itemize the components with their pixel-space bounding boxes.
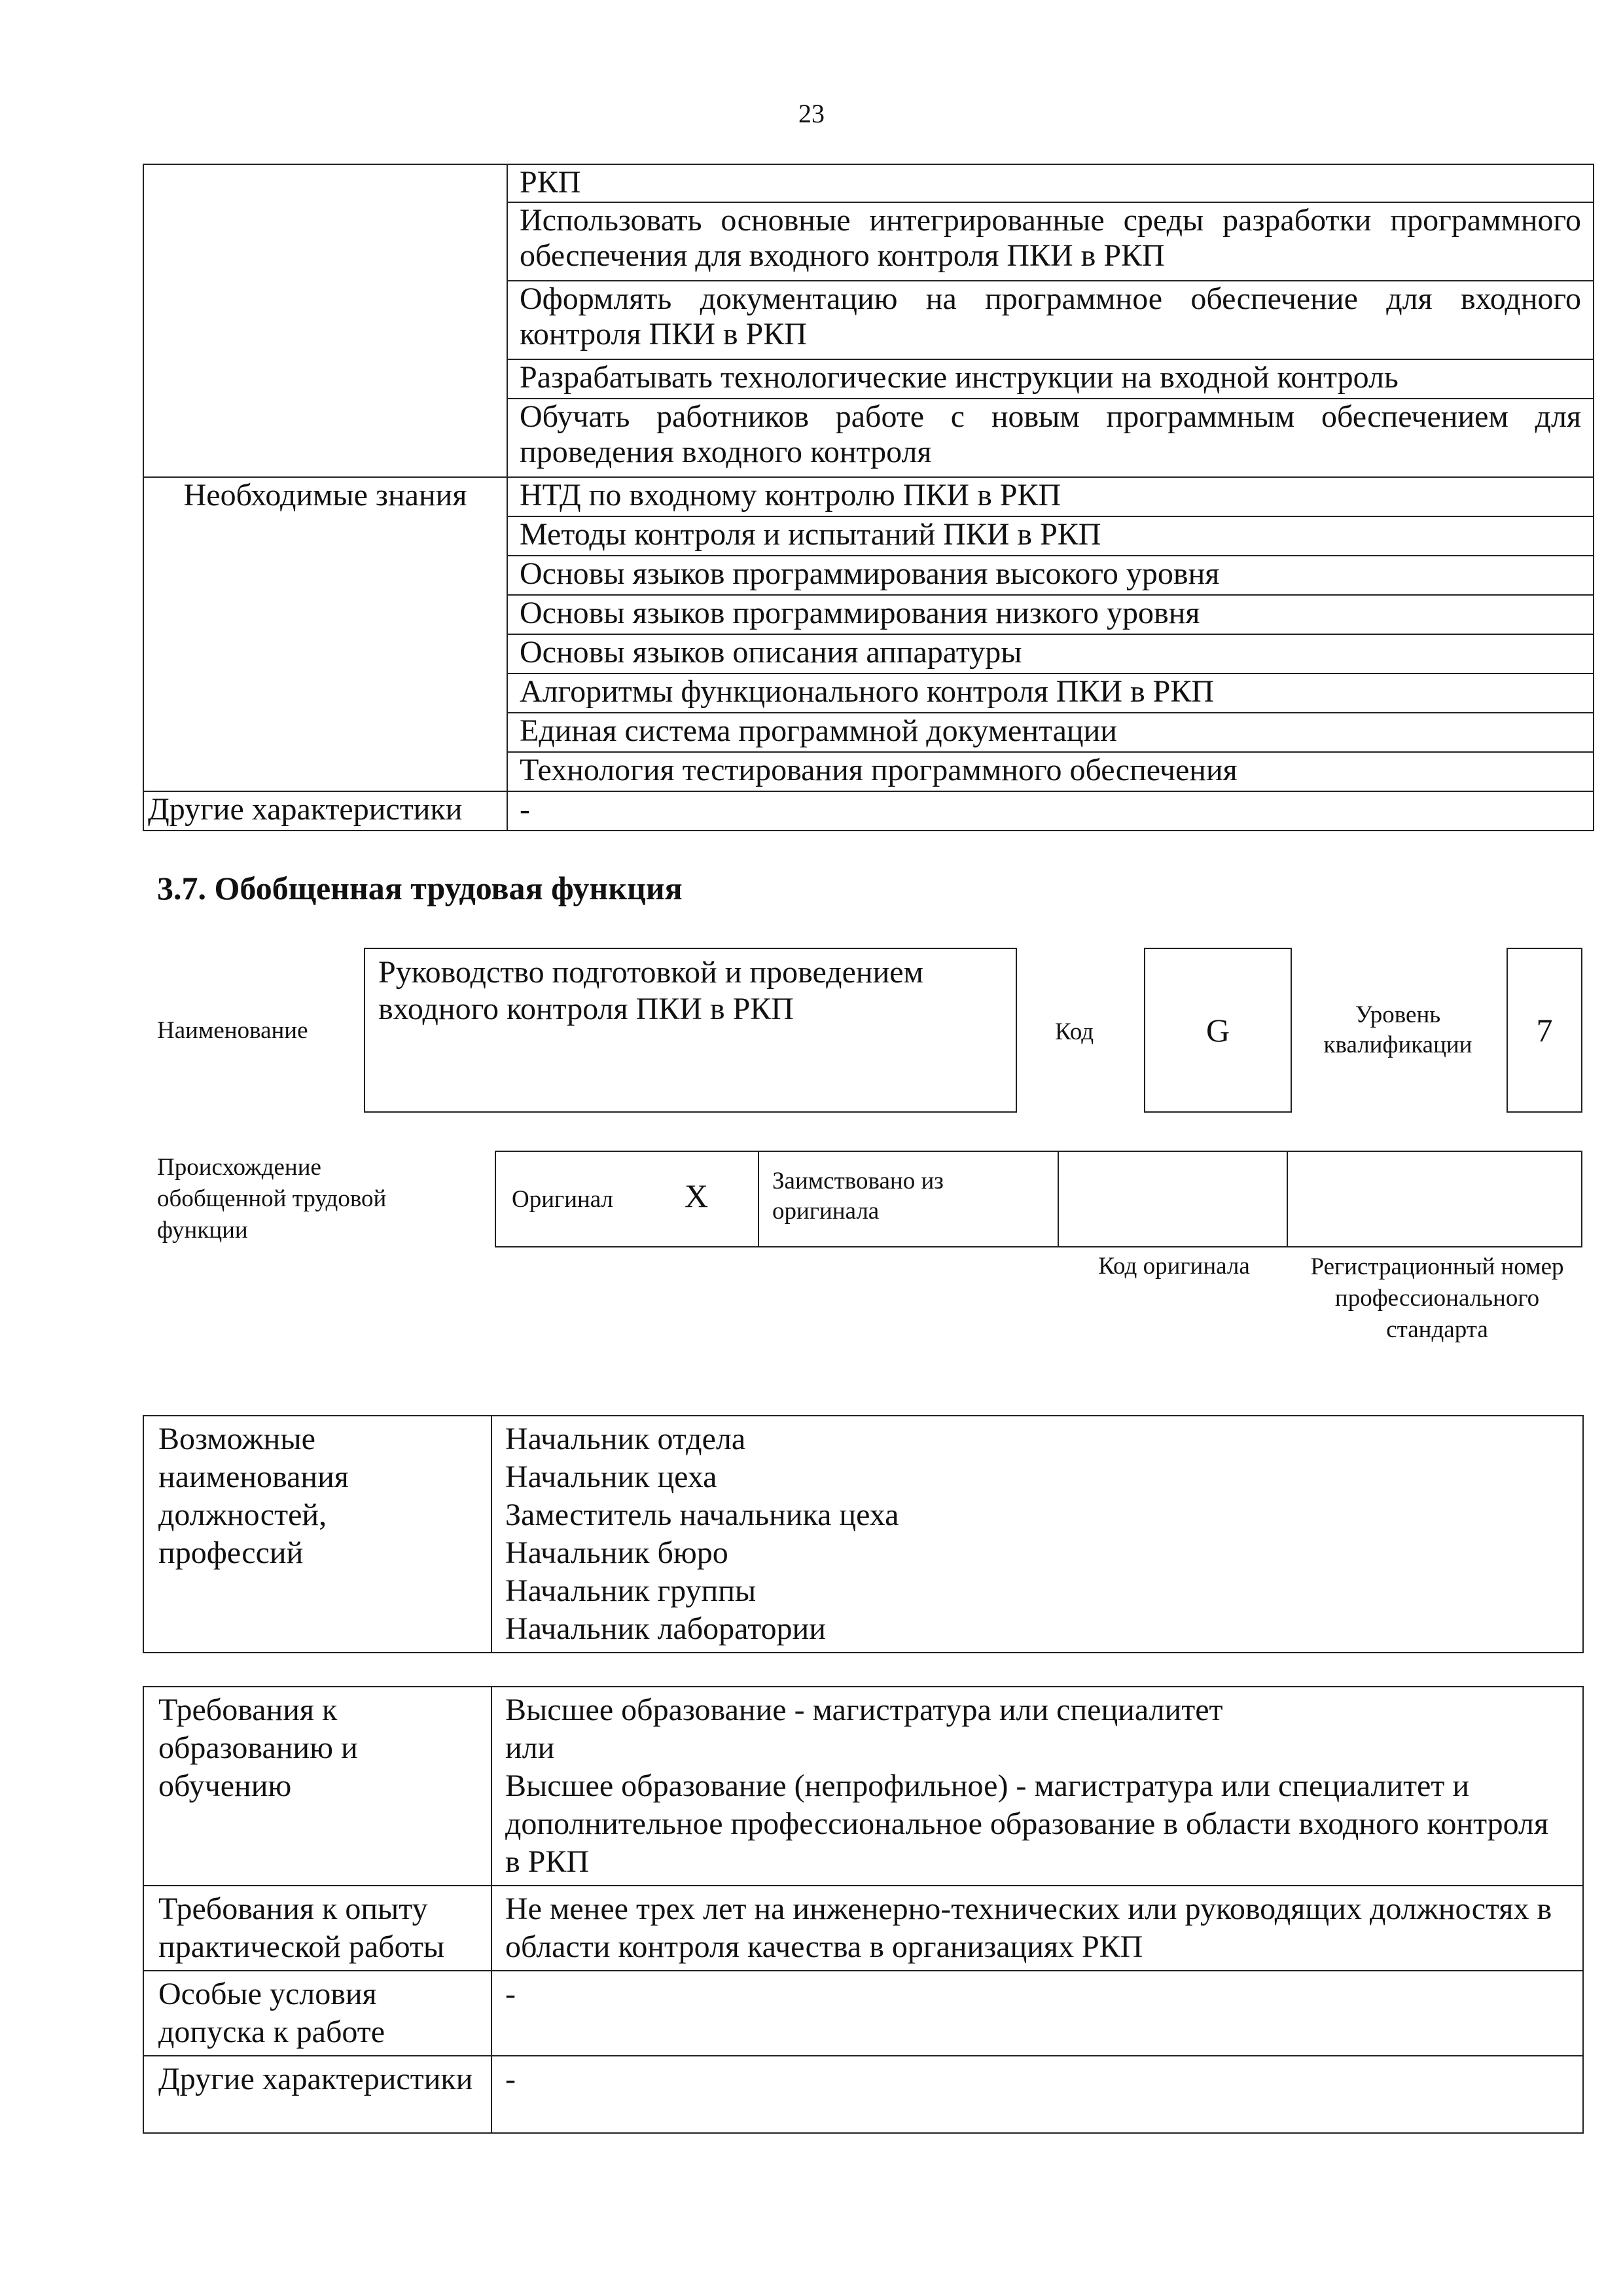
req-label-other: Другие характеристики (143, 2056, 491, 2133)
code-box (1144, 948, 1292, 1113)
knowledge-row: Методы контроля и испытаний ПКИ в РКП (507, 516, 1594, 556)
code-value: G (1205, 1012, 1230, 1049)
origin-label: Происхождение обобщенной трудовой функции (157, 1154, 387, 1244)
position-item: Начальник группы (505, 1573, 757, 1608)
origin-table (495, 1151, 1582, 1247)
positions-table (143, 1415, 1584, 1653)
req-value-education (491, 1687, 1583, 1886)
req-label-admission: Особые условия допуска к работе (143, 1971, 491, 2056)
other-label: Другие характеристики (143, 791, 507, 831)
skill-row: Разрабатывать технологические инструкции на входной контроль (507, 359, 1594, 399)
page-number: 23 (798, 99, 825, 128)
level-label: Уровень квалификации (1323, 1001, 1472, 1058)
knowledge-row: Основы языков программирования высокого уровня (507, 556, 1594, 595)
skill-row: РКП (507, 164, 1594, 202)
reg-number-caption: Регистрационный номер профессионального стандарта (1310, 1253, 1564, 1343)
position-item: Начальник отдела (505, 1422, 746, 1456)
req-value-experience (491, 1886, 1583, 1971)
knowledge-row: Основы языков программирования низкого уровня (507, 595, 1594, 634)
requirements-table (143, 1686, 1584, 2134)
position-item: Начальник бюро (505, 1535, 728, 1570)
knowledge-label: Необходимые знания (143, 477, 507, 791)
positions-list (491, 1416, 1583, 1653)
positions-label: Возможные наименования должностей, профессий (143, 1416, 491, 1653)
knowledge-row: Единая система программной документации (507, 713, 1594, 752)
name-value: Руководство подготовкой и проведением входного контроля ПКИ в РКП (378, 955, 923, 1026)
skills-knowledge-table (143, 164, 1594, 831)
req-line: - (505, 2062, 516, 2096)
code-label: Код (1055, 1018, 1094, 1045)
req-line: Не менее трех лет на инженерно-технических или руководящих должностях в области контроля качества в организациях РКП (505, 1892, 1552, 1964)
skill-row: Обучать работников работе с новым программным обеспечением для проведения входного контроля (507, 399, 1594, 477)
original-mark: X (685, 1177, 709, 1214)
skill-row: Использовать основные интегрированные среды разработки программного обеспечения для входного контроля ПКИ в РКП (507, 202, 1594, 281)
req-value-admission (491, 1971, 1583, 2056)
original-label: Оригинал (512, 1186, 614, 1213)
req-line: Высшее образование - магистратура или специалитет (505, 1693, 1223, 1727)
position-item: Начальник лаборатории (505, 1611, 826, 1646)
knowledge-row: Технология тестирования программного обеспечения (507, 752, 1594, 791)
code-original-caption: Код оригинала (1098, 1253, 1250, 1280)
position-item: Заместитель начальника цеха (505, 1498, 899, 1532)
req-label-education: Требования к образованию и обучению (143, 1687, 491, 1886)
knowledge-row: Основы языков описания аппаратуры (507, 634, 1594, 673)
divider (1287, 1152, 1288, 1247)
position-item: Начальник цеха (505, 1460, 717, 1494)
req-line: или (505, 1731, 555, 1765)
borrowed-label: Заимствовано из оригинала (772, 1168, 944, 1225)
req-label-experience: Требования к опыту практической работы (143, 1886, 491, 1971)
req-line: - (505, 1977, 516, 2011)
divider (1058, 1152, 1059, 1247)
skill-row: Оформлять документацию на программное обеспечение для входного контроля ПКИ в РКП (507, 281, 1594, 359)
divider (758, 1152, 759, 1247)
req-line: Высшее образование (непрофильное) - магистратура или специалитет и дополнительное профессиональное образование в области входного контроля в РКП (505, 1768, 1549, 1879)
other-value: - (507, 791, 1594, 831)
knowledge-row: Алгоритмы функционального контроля ПКИ в РКП (507, 673, 1594, 713)
name-label: Наименование (157, 1017, 308, 1044)
skills-label-cell (143, 164, 507, 477)
level-box (1507, 948, 1582, 1113)
section-title: 3.7. Обобщенная трудовая функция (157, 870, 683, 906)
level-value: 7 (1536, 1012, 1553, 1049)
name-value-box (364, 948, 1017, 1113)
knowledge-row: НТД по входному контролю ПКИ в РКП (507, 477, 1594, 516)
req-value-other (491, 2056, 1583, 2133)
